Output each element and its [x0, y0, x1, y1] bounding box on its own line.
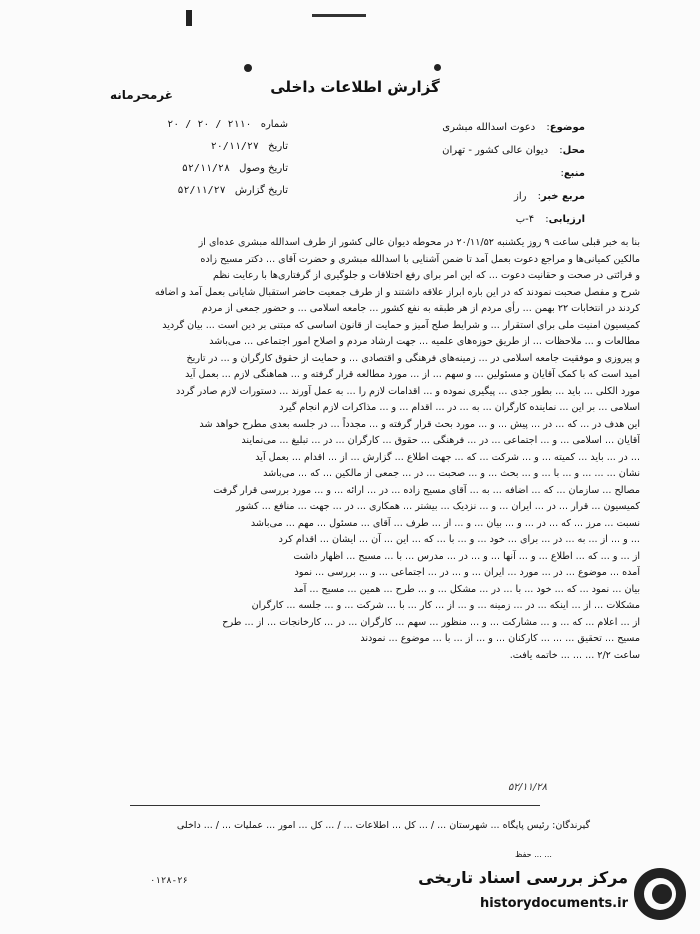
body-line: از ... و ... که ... اطلاع ... و ... آنها ... و ... در ... مدرس ... با ... مسیح ... اظهار داشت [293, 550, 640, 562]
body-line: شرح و مفصل صحبت نمودند که در این باره ابراز علاقه داشتند و از طرف جمعیت حاضر استقبال شایانی بعمل آمد و اضافه [154, 286, 640, 298]
body-line: آقایان ... اسلامی ... و ... اجتماعی ... در ... فرهنگی ... حقوق ... کارگران ... در ... تبلیغ ... می‌نمایند [241, 435, 640, 446]
signature: ۵۲/۱۱/۲۸ [508, 782, 547, 793]
body-line: مسیح ... تحقیق ... ... ... کارکنان ... و ... از ... با ... موضوع ... نمودند [360, 633, 640, 644]
document-code: ۰۱۲۸-۲۶ [150, 876, 188, 886]
body-line: مالکین کمیانی‌ها و مراجع دعوت بعمل آمد تا ضمن آشنایی با اسدالله مبشری و حضرت آقای ... دکتر مسیح زاده [200, 253, 640, 265]
body-line: کمیسیون ... قرار ... در ... ایران ... و ... نزدیک ... بیشتر ... همکاری ... در ... جهت ... منافع ... کشور [235, 501, 640, 512]
meta-value: راز [514, 191, 527, 202]
ref-value: ۲۰/۱۱/۲۷ [210, 141, 259, 152]
ref-label: تاریخ وصول [239, 163, 288, 174]
body-line: کردند در انتخابات ۲۲ بهمن ... رأی مردم از هر طبقه به نفع کشور ... جامعه اسلامی ... و حضور جمعی از مردم [201, 303, 640, 314]
body-line: مشکلات ... از ... اینکه ... در ... زمینه ... و ... از ... کار ... با ... شرکت ... و ... جلسه ... کارگران [251, 600, 640, 611]
body-line: نشان ... ... ... و ... با ... و ... بحث ... و ... صحبت ... در ... جمعی از مالکین ... که ... می‌باشد [263, 468, 640, 479]
body-line: امید است که با کمک آقایان و مسئولین ... و سهم ... از ... مورد مطالعه قرار گرفته و ... هماهنگی لازم ... بعمل آید [185, 369, 640, 380]
body-line: ساعت ۲/۲ ... ... ... خاتمه یافت. [509, 649, 640, 661]
meta-value: ۴-ب [515, 214, 535, 225]
ref-label: تاریخ گزارش [234, 185, 288, 196]
body-line: و پیروزی و موفقیت جامعه اسلامی در ... زمینه‌های فرهنگی و اقتصادی ... و حمایت از حقوق کارگران و ... در تاریخ [186, 352, 640, 364]
reference-block [118, 114, 288, 202]
body-line: مورد الکلی ... باید ... بطور جدی ... پیگیری نموده و ... اقدامات لازم را ... به عمل آورند ... دستورات لازم صادر گردد [176, 385, 640, 397]
meta-label: ارزیابی [548, 214, 585, 225]
body-line: کمیسیون امنیت ملی برای استقرار ... و شرایط صلح آمیز و حمایت از قانون اساسی که مبتنی بر دین است ... بیان گردید [162, 319, 640, 331]
body-line: ... و ... از ... به ... در ... برای ... خود ... و ... با ... که ... این ... آن ... ایشان ... اقدام کرد [278, 534, 640, 545]
meta-label: مربع خبر [541, 191, 585, 202]
meta-row-place: محل: دیوان عالی کشور - تهران [442, 145, 585, 156]
body-line: از ... اعلام ... که ... و ... مشارکت ... و ... منظور ... سهم ... کارگران ... در ... کارخانجات ... از ... طرح [222, 616, 640, 628]
subject-block [395, 116, 585, 231]
meta-row-evaluation: ارزیابی: ۴-ب [515, 214, 585, 225]
header-stroke [312, 14, 366, 17]
meta-label: موضوع [549, 122, 585, 133]
punch-mark [186, 10, 192, 26]
ref-row-number [118, 114, 288, 136]
archive-logo-icon [634, 868, 686, 920]
divider [130, 805, 540, 806]
confidentiality-stamp: غرمحرمانه [110, 88, 173, 102]
recipients-line: گیرندگان: رئیس پایگاه ... شهرستان ... / ... کل ... اطلاعات ... / ... کل ... امور ... عملیات ... / ... داخلی [176, 820, 590, 831]
handling-note: ... ... حفظ [515, 850, 552, 859]
body-line: آمده ... موضوع ... در ... مورد ... ایران ... و ... در ... اجتماعی ... و ... بررسی ... نمود [294, 567, 640, 578]
meta-row-category: مربع خبر: راز [514, 191, 585, 202]
ref-row-received [118, 158, 288, 180]
meta-value: دعوت اسدالله مبشری [442, 122, 536, 133]
ink-speck [244, 64, 252, 72]
ref-row-report-date [118, 180, 288, 202]
body-line: و قرائتی در صحت و حقانیت دعوت ... که این امر برای رفع اختلافات و جلوگیری از گرفتاری‌ها با رعایت نظم [212, 270, 640, 281]
ref-value: ۵۲/۱۱/۲۷ [177, 185, 226, 196]
ref-label: شماره [260, 119, 288, 130]
body-line: بیان ... نمود ... که ... خود ... با ... در ... مشکل ... و ... طرح ... همین ... مسیح ... آمد [293, 583, 640, 595]
ref-value: ۲۱۱۰ / ۲۰ / ۲۰ [167, 119, 252, 130]
body-line: اسلامی ... بر این ... نماینده کارگران ... به ... در ... اقدام ... و ... مذاکرات لازم انجام گیرد [279, 402, 640, 413]
watermark-title: مرکز بررسی اسناد تاریخی [418, 868, 628, 887]
body-line: بنا به خبر قبلی ساعت ۹ روز یکشنبه ۲۰/۱۱/۵۲ در محوطه دیوان عالی کشور از طرف اسدالله مبشری عده‌ای از [198, 237, 640, 248]
watermark [418, 866, 686, 926]
body-line: مصالح ... سازمان ... که ... اضافه ... به ... آقای مسیح زاده ... در ... ارائه ... و ... مورد بررسی قرار گرفت [213, 484, 640, 496]
ink-speck [434, 64, 441, 71]
body-line: این هدف در ... که ... در ... پیش ... و ... مورد بحث قرار گرفته و ... مجدداً ... در جلسه بعدی مطرح خواهد شد [199, 418, 640, 430]
body-line: ... در ... باید ... کمیته ... و ... شرکت ... که ... جهت اطلاع ... گزارش ... از ... اقدام ... بعمل آید [255, 451, 640, 463]
meta-label: منبع [563, 168, 585, 179]
report-body [60, 235, 640, 664]
meta-row-subject: موضوع: دعوت اسدالله مبشری [442, 122, 585, 133]
body-line: نسبت ... مرز ... که ... در ... و ... بیان ... و ... از ... طرف ... آقای ... مسئول ... مهم ... می‌باشد [250, 517, 640, 529]
ref-label: تاریخ [268, 141, 288, 152]
body-line: مطالعات و ... ملاحظات ... از طریق حوزه‌های علمیه ... جهت ارشاد مردم و اصلاح امور اجتماعی ... می‌باشد [209, 336, 640, 347]
watermark-url: historydocuments.ir [479, 896, 628, 911]
document-title: گزارش اطلاعات داخلی [270, 78, 440, 96]
ref-row-date [118, 136, 288, 158]
meta-label: محل [562, 145, 585, 156]
ref-value: ۵۲/۱۱/۲۸ [181, 163, 230, 174]
meta-value: دیوان عالی کشور - تهران [442, 145, 549, 156]
meta-row-source: منبع: [560, 168, 585, 179]
